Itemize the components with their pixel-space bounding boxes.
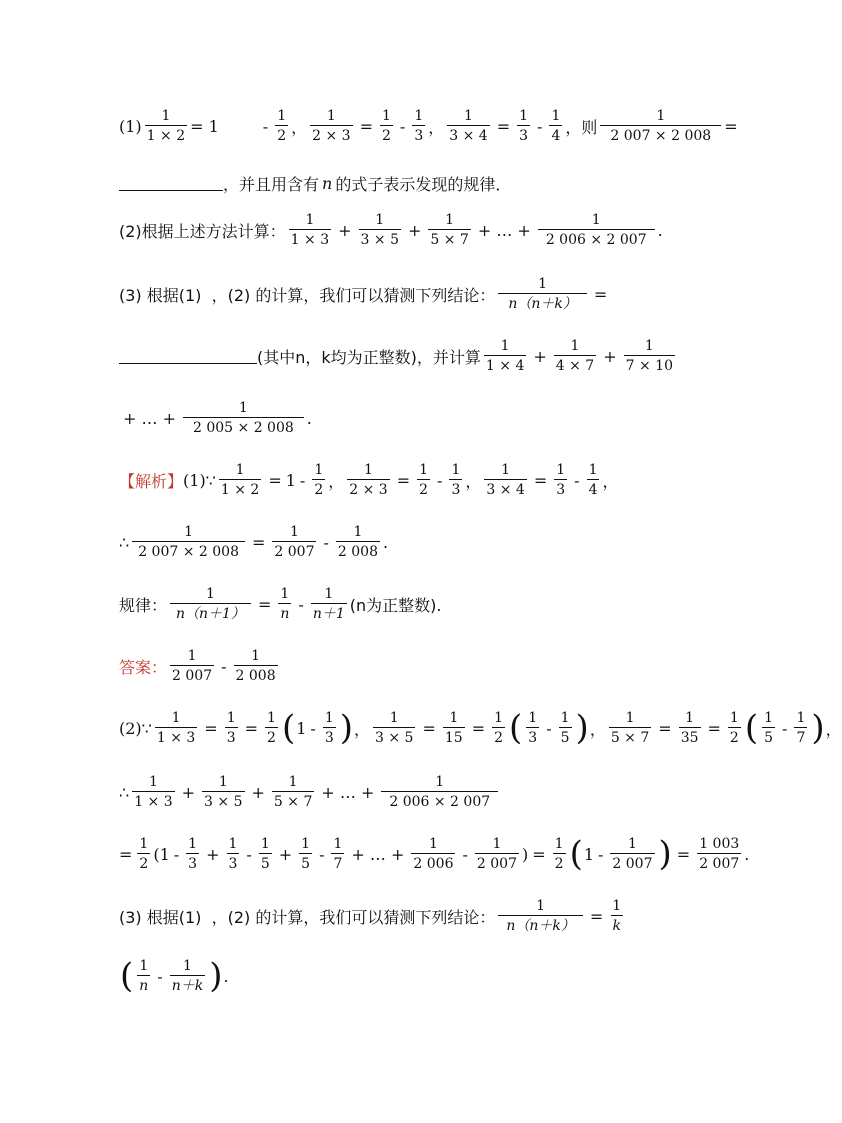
answer-tag: 答案： [119,657,168,677]
answer-blank-2[interactable] [119,349,257,364]
solution3-line2: ( $\frac{1}{n}$ - $\frac{1}{n+k}$ ) . [120,956,229,997]
q3-line1: (3) 根据(1) ，(2) 的计算，我们可以猜测下列结论： $\frac{1}{n(n+k)}$ = [119,276,608,312]
solution3-line1: (3) 根据(1) ，(2) 的计算，我们可以猜测下列结论： $\frac{1}{n(n+k)}$ = $\frac{1}{k}$ [119,898,622,934]
q1-line1: (1) $\frac{1}{1 \times 2}$ = 1 - $\frac{1}{2}$ ， $\frac{1}{2 \times 3}$ = $\frac{1}{2}$ - $\frac{1}{3}$ ， $\frac{1}{3 \times 4}$ = $\frac{1}{3}$ - $\frac{1}{4}$ ，则 $\frac{1}{2 007 \times 2 008}$ = [119,108,738,144]
q1-line2: ，并且用含有 n 的式子表示发现的规律． [119,172,511,195]
solution2-line3: = $\frac{1}{2}$ ( 1 - $\frac{1}{3}$ + $\frac{1}{3}$ - $\frac{1}{5}$ + $\frac{1}{5}$ - $\frac{1}{7}$ + … + $\frac{1}{2 006}$ - $\frac{1}{2 007}$ ) = $\frac{1}{2}$ ( 1 - $\frac{1}{2 007}$ ) = $\frac{1 003}{2 007}$ . [119,834,750,875]
final-result: $\frac{1 003}{2 007}$ [699,836,740,872]
q1-label: (1) [119,116,142,136]
q3-line3: + … + $\frac{1}{2 005 \times 2 008}$ . [123,400,312,436]
answer-line: 答案： $\frac{1}{2 007}$ - $\frac{1}{2 008}$ [119,648,276,684]
analysis-line1: 【解析】 (1)∵ $\frac{1}{1 \times 2}$ = 1 - $\frac{1}{2}$ ， $\frac{1}{2 \times 3}$ = $\frac{1}{2}$ - $\frac{1}{3}$ ， $\frac{1}{3 \times 4}$ = $\frac{1}{3}$ - $\frac{1}{4}$ ， [119,462,619,498]
analysis-tag: 【解析】 [119,471,184,491]
analysis-line2: ∴ $\frac{1}{2 007 \times 2 008}$ = $\frac{1}{2 007}$ - $\frac{1}{2 008}$ . [119,524,389,560]
q3-line2: (其中n，k均为正整数)，并计算 $\frac{1}{1 \times 4}$ + $\frac{1}{4 \times 7}$ + $\frac{1}{7 \times 10}$ [119,338,678,375]
q2-line: (2)根据上述方法计算： $\frac{1}{1 \times 3}$ + $\frac{1}{3 \times 5}$ + $\frac{1}{5 \times 7}$ + … + $\frac{1}{2 006 \times 2 007}$ . [119,212,663,248]
answer-blank-1[interactable] [119,176,223,191]
frac-target: $\frac{1}{2 007 \times 2 008}$ [600,108,721,145]
solution2-line1: (2)∵ $\frac{1}{1 \times 3}$ = $\frac{1}{3}$ = $\frac{1}{2}$ ( 1 - $\frac{1}{3}$ ) ， $\frac{1}{3 \times 5}$ = $\frac{1}{15}$ = $\frac{1}{2}$ ( $\frac{1}{3}$ - $\frac{1}{5}$ ) ， $\frac{1}{5 \times 7}$ = $\frac{1}{35}$ = $\frac{1}{2}$ ( $\frac{1}{5}$ - $\frac{1}{7}$ ) ， [119,708,842,749]
solution2-line2: ∴ $\frac{1}{1 \times 3}$ + $\frac{1}{3 \times 5}$ + $\frac{1}{5 \times 7}$ + … + $\frac{1}{2 006 \times 2 007}$ [119,774,501,811]
frac-1-over-1x2: $\frac{1}{1 \times 2}$ [146,108,186,144]
analysis-rule: 规律： $\frac{1}{n(n+1)}$ = $\frac{1}{n}$ - $\frac{1}{n+1}$ (n为正整数). [119,586,442,622]
